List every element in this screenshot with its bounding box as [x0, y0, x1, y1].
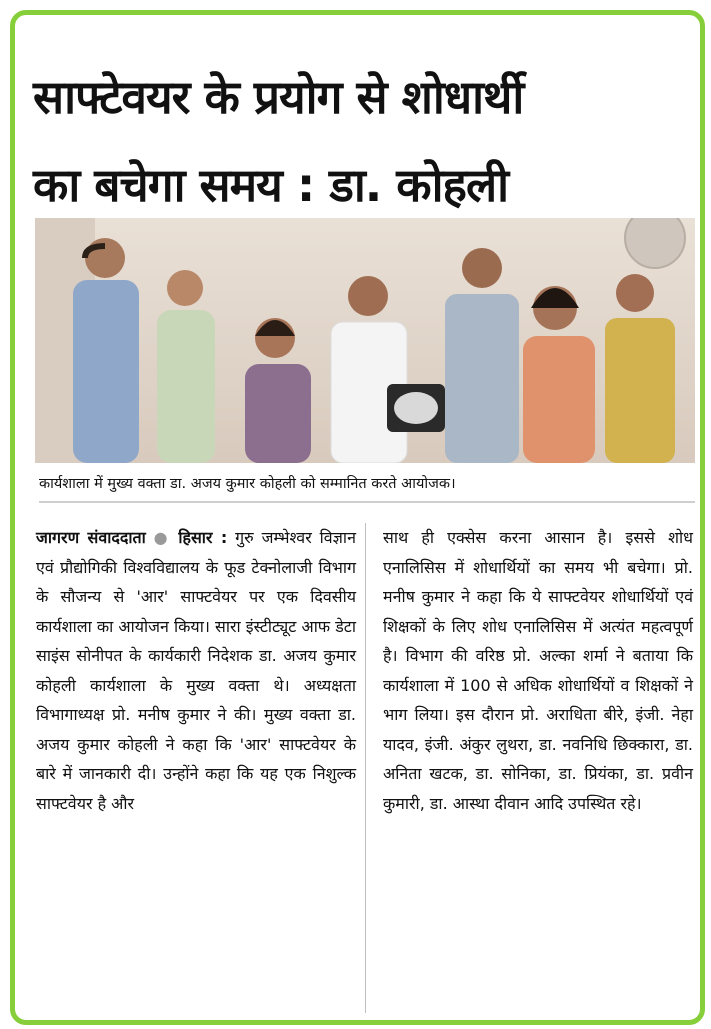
award-plaque: [387, 384, 445, 432]
headline-line-1: साफ्टेवयर के प्रयोग से शोधार्थी: [33, 70, 524, 124]
dateline-location: हिसार :: [178, 528, 228, 547]
article-body-right: साथ ही एक्सेस करना आसान है। इससे शोध एनालिसिस में शोधार्थियों का समय भी बचेगा। प्रो. मनीष कुमार ने कहा कि ये साफ्टवेयर शोधार्थियों एवं शिक्षकों के लिए शोध एनालिसिस में अत्यंत महत्वपूर्ण है। विभाग की वरिष्ठ प्रो. अल्का शर्मा ने बताया कि कार्यशाला में 100 से अधिक शोधार्थियों व शिक्षकों ने भाग लिया। इस दौरान प्रो. अराधिता बीरे, इंजी. नेहा यादव, इंजी. अंकुर लुथरा, डा. नवनिधि छिक्कारा, डा. अनिता खटक, डा. सोनिका, डा. प्रियंका, डा. प्रवीन कुमारी, डा. आस्था दीवान आदि उपस्थित रहे।: [383, 528, 693, 813]
article-column-right: [383, 523, 693, 818]
headline-line-2: का बचेगा समय : डा. कोहली: [33, 158, 509, 212]
news-photo: [35, 218, 695, 463]
byline: जागरण संवाददाता: [36, 528, 146, 547]
column-divider: [365, 523, 366, 1013]
article-body-left: गुरु जम्भेश्वर विज्ञान एवं प्रौद्योगिकी विश्वविद्यालय के फूड टेक्नोलाजी विभाग के सौजन्य से 'आर' साफ्टवेयर पर एक दिवसीय कार्यशाला का आयोजन किया। सारा इंस्टीट्यूट आफ डेटा साइंस सोनीपत के कार्यकारी निदेशक डा. अजय कुमार कोहली कार्यशाला के मुख्य वक्ता थे। अध्यक्षता विभागाध्यक्ष प्रो. मनीष कुमार ने की। मुख्य वक्ता डा. अजय कुमार कोहली ने कहा कि 'आर' साफ्टवेयर के बारे में जानकारी दी। उन्होंने कहा कि यह एक निशुल्क साफ्टवेयर है और: [36, 528, 356, 813]
photo-caption: कार्यशाला में मुख्य वक्ता डा. अजय कुमार कोहली को सम्मानित करते आयोजक।: [39, 467, 695, 503]
bullet-icon: ●: [153, 528, 171, 547]
article-column-left: [36, 523, 356, 818]
headline: [33, 53, 693, 229]
news-clipping: [10, 10, 705, 1025]
